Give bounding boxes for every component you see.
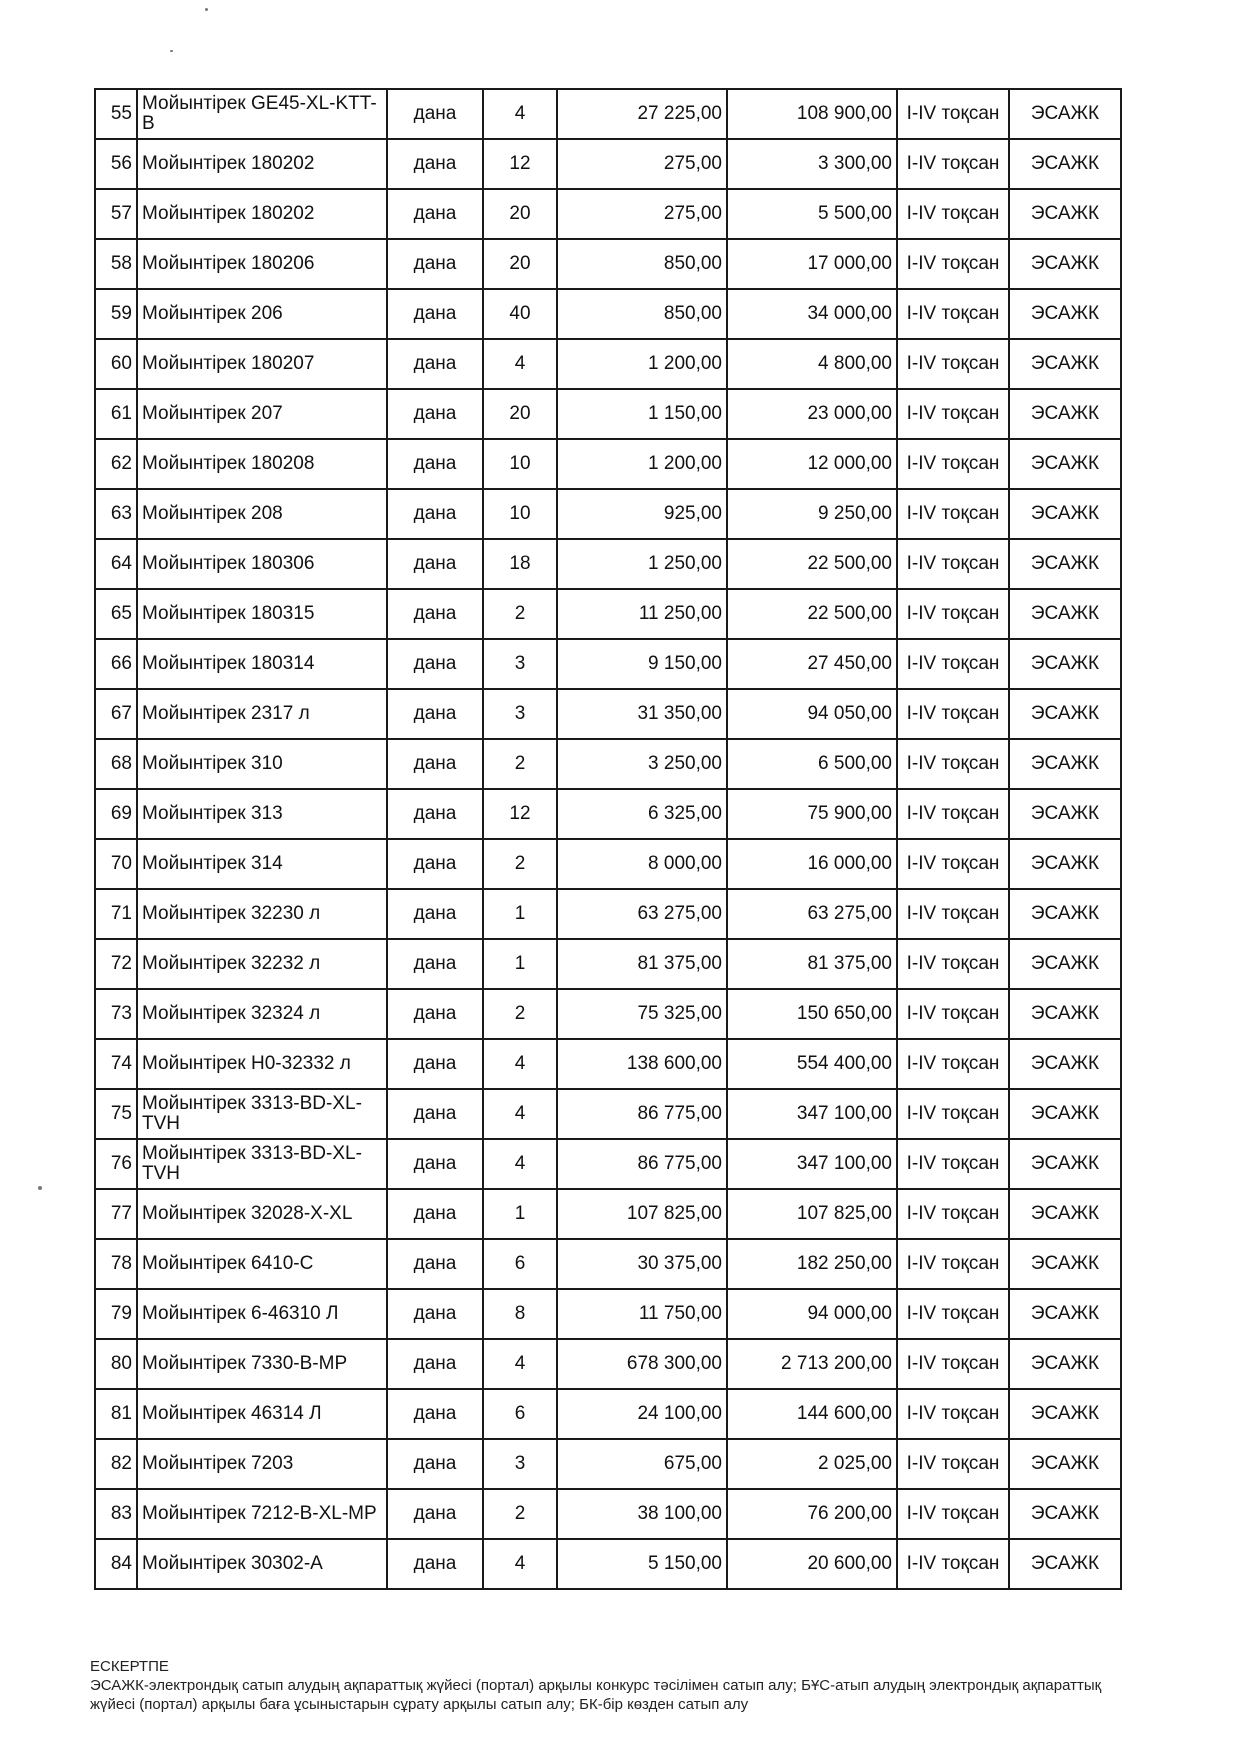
table-row <box>95 339 1121 389</box>
unit-price-cell: 275,00 <box>557 189 727 239</box>
quantity-cell: 12 <box>483 139 557 189</box>
item-name-cell: Мойынтірек GE45-XL-KTT-B <box>137 89 387 139</box>
procurement-method-cell: ЭСАЖК <box>1009 489 1121 539</box>
row-number-cell: 68 <box>95 739 137 789</box>
procurement-method-cell: ЭСАЖК <box>1009 939 1121 989</box>
item-name-cell: Мойынтірек 46314 Л <box>137 1389 387 1439</box>
scan-speck <box>205 8 208 11</box>
table-row <box>95 1139 1121 1189</box>
delivery-period-cell: I-IV тоқсан <box>897 239 1009 289</box>
unit-price-cell: 3 250,00 <box>557 739 727 789</box>
row-number-cell: 55 <box>95 89 137 139</box>
delivery-period-cell: I-IV тоқсан <box>897 939 1009 989</box>
quantity-cell: 3 <box>483 689 557 739</box>
unit-price-cell: 675,00 <box>557 1439 727 1489</box>
unit-price-cell: 86 775,00 <box>557 1139 727 1189</box>
item-name-cell: Мойынтірек Н0-32332 л <box>137 1039 387 1089</box>
item-name-cell: Мойынтірек 3313-BD-XL-TVH <box>137 1139 387 1189</box>
total-amount-cell: 3 300,00 <box>727 139 897 189</box>
procurement-method-cell: ЭСАЖК <box>1009 789 1121 839</box>
total-amount-cell: 22 500,00 <box>727 539 897 589</box>
delivery-period-cell: I-IV тоқсан <box>897 539 1009 589</box>
row-number-cell: 70 <box>95 839 137 889</box>
delivery-period-cell: I-IV тоқсан <box>897 1489 1009 1539</box>
total-amount-cell: 347 100,00 <box>727 1139 897 1189</box>
unit-price-cell: 30 375,00 <box>557 1239 727 1289</box>
row-number-cell: 83 <box>95 1489 137 1539</box>
row-number-cell: 76 <box>95 1139 137 1189</box>
procurement-method-cell: ЭСАЖК <box>1009 239 1121 289</box>
quantity-cell: 20 <box>483 239 557 289</box>
table-row <box>95 1289 1121 1339</box>
quantity-cell: 2 <box>483 739 557 789</box>
procurement-method-cell: ЭСАЖК <box>1009 189 1121 239</box>
unit-cell: дана <box>387 1189 483 1239</box>
table-row <box>95 1089 1121 1139</box>
total-amount-cell: 63 275,00 <box>727 889 897 939</box>
delivery-period-cell: I-IV тоқсан <box>897 639 1009 689</box>
total-amount-cell: 23 000,00 <box>727 389 897 439</box>
quantity-cell: 4 <box>483 1089 557 1139</box>
quantity-cell: 2 <box>483 839 557 889</box>
unit-cell: дана <box>387 139 483 189</box>
item-name-cell: Мойынтірек 314 <box>137 839 387 889</box>
unit-cell: дана <box>387 639 483 689</box>
procurement-method-cell: ЭСАЖК <box>1009 1489 1121 1539</box>
total-amount-cell: 6 500,00 <box>727 739 897 789</box>
row-number-cell: 56 <box>95 139 137 189</box>
quantity-cell: 1 <box>483 889 557 939</box>
scan-speck <box>38 1186 42 1190</box>
table-row <box>95 939 1121 989</box>
unit-price-cell: 6 325,00 <box>557 789 727 839</box>
table-body <box>95 89 1121 1589</box>
total-amount-cell: 9 250,00 <box>727 489 897 539</box>
item-name-cell: Мойынтірек 180207 <box>137 339 387 389</box>
table-row <box>95 389 1121 439</box>
unit-cell: дана <box>387 839 483 889</box>
delivery-period-cell: I-IV тоқсан <box>897 889 1009 939</box>
procurement-method-cell: ЭСАЖК <box>1009 1389 1121 1439</box>
row-number-cell: 57 <box>95 189 137 239</box>
unit-price-cell: 75 325,00 <box>557 989 727 1039</box>
row-number-cell: 61 <box>95 389 137 439</box>
delivery-period-cell: I-IV тоқсан <box>897 439 1009 489</box>
unit-cell: дана <box>387 339 483 389</box>
procurement-method-cell: ЭСАЖК <box>1009 89 1121 139</box>
unit-price-cell: 63 275,00 <box>557 889 727 939</box>
unit-cell: дана <box>387 1089 483 1139</box>
quantity-cell: 2 <box>483 1489 557 1539</box>
unit-cell: дана <box>387 1439 483 1489</box>
unit-cell: дана <box>387 539 483 589</box>
procurement-method-cell: ЭСАЖК <box>1009 539 1121 589</box>
total-amount-cell: 2 713 200,00 <box>727 1339 897 1389</box>
quantity-cell: 6 <box>483 1239 557 1289</box>
row-number-cell: 59 <box>95 289 137 339</box>
item-name-cell: Мойынтірек 206 <box>137 289 387 339</box>
quantity-cell: 18 <box>483 539 557 589</box>
delivery-period-cell: I-IV тоқсан <box>897 1189 1009 1239</box>
delivery-period-cell: I-IV тоқсан <box>897 1539 1009 1589</box>
procurement-method-cell: ЭСАЖК <box>1009 1289 1121 1339</box>
row-number-cell: 79 <box>95 1289 137 1339</box>
quantity-cell: 2 <box>483 589 557 639</box>
table-row <box>95 1389 1121 1439</box>
quantity-cell: 4 <box>483 339 557 389</box>
table-row <box>95 589 1121 639</box>
table-row <box>95 289 1121 339</box>
total-amount-cell: 81 375,00 <box>727 939 897 989</box>
quantity-cell: 8 <box>483 1289 557 1339</box>
delivery-period-cell: I-IV тоқсан <box>897 1239 1009 1289</box>
item-name-cell: Мойынтірек 30302-А <box>137 1539 387 1589</box>
unit-price-cell: 850,00 <box>557 289 727 339</box>
table-row <box>95 989 1121 1039</box>
table-row <box>95 1039 1121 1089</box>
unit-cell: дана <box>387 489 483 539</box>
row-number-cell: 65 <box>95 589 137 639</box>
delivery-period-cell: I-IV тоқсан <box>897 1289 1009 1339</box>
delivery-period-cell: I-IV тоқсан <box>897 1039 1009 1089</box>
delivery-period-cell: I-IV тоқсан <box>897 1089 1009 1139</box>
total-amount-cell: 182 250,00 <box>727 1239 897 1289</box>
unit-price-cell: 275,00 <box>557 139 727 189</box>
row-number-cell: 82 <box>95 1439 137 1489</box>
unit-price-cell: 31 350,00 <box>557 689 727 739</box>
unit-price-cell: 1 200,00 <box>557 339 727 389</box>
procurement-method-cell: ЭСАЖК <box>1009 1089 1121 1139</box>
unit-cell: дана <box>387 439 483 489</box>
table-row <box>95 489 1121 539</box>
quantity-cell: 20 <box>483 189 557 239</box>
item-name-cell: Мойынтірек 6410-С <box>137 1239 387 1289</box>
total-amount-cell: 20 600,00 <box>727 1539 897 1589</box>
procurement-method-cell: ЭСАЖК <box>1009 1139 1121 1189</box>
unit-price-cell: 1 250,00 <box>557 539 727 589</box>
item-name-cell: Мойынтірек 180306 <box>137 539 387 589</box>
quantity-cell: 4 <box>483 1139 557 1189</box>
total-amount-cell: 144 600,00 <box>727 1389 897 1439</box>
total-amount-cell: 94 000,00 <box>727 1289 897 1339</box>
total-amount-cell: 22 500,00 <box>727 589 897 639</box>
unit-cell: дана <box>387 739 483 789</box>
delivery-period-cell: I-IV тоқсан <box>897 739 1009 789</box>
unit-price-cell: 107 825,00 <box>557 1189 727 1239</box>
table-row <box>95 689 1121 739</box>
item-name-cell: Мойынтірек 180202 <box>137 139 387 189</box>
total-amount-cell: 34 000,00 <box>727 289 897 339</box>
unit-price-cell: 9 150,00 <box>557 639 727 689</box>
row-number-cell: 74 <box>95 1039 137 1089</box>
table-row <box>95 889 1121 939</box>
unit-price-cell: 11 750,00 <box>557 1289 727 1339</box>
unit-price-cell: 24 100,00 <box>557 1389 727 1439</box>
total-amount-cell: 94 050,00 <box>727 689 897 739</box>
quantity-cell: 4 <box>483 89 557 139</box>
unit-price-cell: 5 150,00 <box>557 1539 727 1589</box>
table-row <box>95 1339 1121 1389</box>
item-name-cell: Мойынтірек 207 <box>137 389 387 439</box>
unit-price-cell: 138 600,00 <box>557 1039 727 1089</box>
row-number-cell: 58 <box>95 239 137 289</box>
item-name-cell: Мойынтірек 180206 <box>137 239 387 289</box>
delivery-period-cell: I-IV тоқсан <box>897 989 1009 1039</box>
total-amount-cell: 107 825,00 <box>727 1189 897 1239</box>
procurement-method-cell: ЭСАЖК <box>1009 139 1121 189</box>
row-number-cell: 67 <box>95 689 137 739</box>
item-name-cell: Мойынтірек 2317 л <box>137 689 387 739</box>
item-name-cell: Мойынтірек 6-46310 Л <box>137 1289 387 1339</box>
unit-price-cell: 1 150,00 <box>557 389 727 439</box>
delivery-period-cell: I-IV тоқсан <box>897 289 1009 339</box>
delivery-period-cell: I-IV тоқсан <box>897 389 1009 439</box>
table-row <box>95 1539 1121 1589</box>
total-amount-cell: 75 900,00 <box>727 789 897 839</box>
unit-price-cell: 850,00 <box>557 239 727 289</box>
item-name-cell: Мойынтірек 208 <box>137 489 387 539</box>
unit-cell: дана <box>387 1239 483 1289</box>
procurement-method-cell: ЭСАЖК <box>1009 689 1121 739</box>
quantity-cell: 1 <box>483 1189 557 1239</box>
row-number-cell: 60 <box>95 339 137 389</box>
item-name-cell: Мойынтірек 310 <box>137 739 387 789</box>
unit-cell: дана <box>387 939 483 989</box>
quantity-cell: 1 <box>483 939 557 989</box>
table-row <box>95 1189 1121 1239</box>
delivery-period-cell: I-IV тоқсан <box>897 839 1009 889</box>
total-amount-cell: 150 650,00 <box>727 989 897 1039</box>
unit-cell: дана <box>387 389 483 439</box>
total-amount-cell: 27 450,00 <box>727 639 897 689</box>
procurement-table <box>94 88 1122 1590</box>
procurement-method-cell: ЭСАЖК <box>1009 889 1121 939</box>
total-amount-cell: 12 000,00 <box>727 439 897 489</box>
item-name-cell: Мойынтірек 313 <box>137 789 387 839</box>
unit-price-cell: 925,00 <box>557 489 727 539</box>
total-amount-cell: 76 200,00 <box>727 1489 897 1539</box>
unit-cell: дана <box>387 989 483 1039</box>
delivery-period-cell: I-IV тоқсан <box>897 189 1009 239</box>
item-name-cell: Мойынтірек 7212-В-XL-МР <box>137 1489 387 1539</box>
procurement-method-cell: ЭСАЖК <box>1009 1039 1121 1089</box>
delivery-period-cell: I-IV тоқсан <box>897 1139 1009 1189</box>
quantity-cell: 3 <box>483 639 557 689</box>
quantity-cell: 40 <box>483 289 557 339</box>
unit-cell: дана <box>387 289 483 339</box>
unit-cell: дана <box>387 1139 483 1189</box>
item-name-cell: Мойынтірек 3313-BD-XL-TVH <box>137 1089 387 1139</box>
procurement-method-cell: ЭСАЖК <box>1009 639 1121 689</box>
quantity-cell: 12 <box>483 789 557 839</box>
delivery-period-cell: I-IV тоқсан <box>897 589 1009 639</box>
unit-price-cell: 678 300,00 <box>557 1339 727 1389</box>
delivery-period-cell: I-IV тоқсан <box>897 489 1009 539</box>
unit-price-cell: 27 225,00 <box>557 89 727 139</box>
item-name-cell: Мойынтірек 32028-X-XL <box>137 1189 387 1239</box>
table-row <box>95 839 1121 889</box>
total-amount-cell: 5 500,00 <box>727 189 897 239</box>
item-name-cell: Мойынтірек 32232 л <box>137 939 387 989</box>
item-name-cell: Мойынтірек 180208 <box>137 439 387 489</box>
procurement-method-cell: ЭСАЖК <box>1009 589 1121 639</box>
table-row <box>95 189 1121 239</box>
footnote-title: ЕСКЕРТПЕ <box>90 1658 169 1675</box>
delivery-period-cell: I-IV тоқсан <box>897 689 1009 739</box>
item-name-cell: Мойынтірек 32324 л <box>137 989 387 1039</box>
procurement-method-cell: ЭСАЖК <box>1009 1339 1121 1389</box>
row-number-cell: 84 <box>95 1539 137 1589</box>
row-number-cell: 75 <box>95 1089 137 1139</box>
procurement-method-cell: ЭСАЖК <box>1009 339 1121 389</box>
row-number-cell: 80 <box>95 1339 137 1389</box>
unit-cell: дана <box>387 1539 483 1589</box>
quantity-cell: 2 <box>483 989 557 1039</box>
table-row <box>95 89 1121 139</box>
table-row <box>95 1489 1121 1539</box>
unit-cell: дана <box>387 1339 483 1389</box>
row-number-cell: 66 <box>95 639 137 689</box>
unit-cell: дана <box>387 1039 483 1089</box>
scan-speck <box>170 50 173 52</box>
item-name-cell: Мойынтірек 180314 <box>137 639 387 689</box>
row-number-cell: 78 <box>95 1239 137 1289</box>
row-number-cell: 71 <box>95 889 137 939</box>
procurement-method-cell: ЭСАЖК <box>1009 1189 1121 1239</box>
unit-cell: дана <box>387 239 483 289</box>
footnote-text: ЭСАЖК-электрондық сатып алудың ақпараттық жүйесі (портал) арқылы конкурс тәсілімен сатып алу; БҰС-атып алудың электрондық ақпараттық жүйесі (портал) арқылы баға ұсыныстарын сұрату арқылы сатып алу; БК-бір көзден сатып алу <box>90 1677 1102 1713</box>
unit-cell: дана <box>387 889 483 939</box>
delivery-period-cell: I-IV тоқсан <box>897 89 1009 139</box>
delivery-period-cell: I-IV тоқсан <box>897 1339 1009 1389</box>
unit-cell: дана <box>387 89 483 139</box>
table-row <box>95 439 1121 489</box>
quantity-cell: 10 <box>483 489 557 539</box>
delivery-period-cell: I-IV тоқсан <box>897 1389 1009 1439</box>
quantity-cell: 4 <box>483 1039 557 1089</box>
unit-price-cell: 1 200,00 <box>557 439 727 489</box>
quantity-cell: 20 <box>483 389 557 439</box>
total-amount-cell: 108 900,00 <box>727 89 897 139</box>
unit-price-cell: 86 775,00 <box>557 1089 727 1139</box>
total-amount-cell: 554 400,00 <box>727 1039 897 1089</box>
unit-price-cell: 11 250,00 <box>557 589 727 639</box>
quantity-cell: 6 <box>483 1389 557 1439</box>
delivery-period-cell: I-IV тоқсан <box>897 1439 1009 1489</box>
row-number-cell: 72 <box>95 939 137 989</box>
procurement-method-cell: ЭСАЖК <box>1009 1439 1121 1489</box>
quantity-cell: 4 <box>483 1339 557 1389</box>
unit-cell: дана <box>387 1289 483 1339</box>
total-amount-cell: 4 800,00 <box>727 339 897 389</box>
unit-cell: дана <box>387 189 483 239</box>
row-number-cell: 81 <box>95 1389 137 1439</box>
table-row <box>95 139 1121 189</box>
unit-price-cell: 81 375,00 <box>557 939 727 989</box>
total-amount-cell: 2 025,00 <box>727 1439 897 1489</box>
item-name-cell: Мойынтірек 7330-В-МР <box>137 1339 387 1389</box>
row-number-cell: 77 <box>95 1189 137 1239</box>
unit-cell: дана <box>387 689 483 739</box>
procurement-method-cell: ЭСАЖК <box>1009 839 1121 889</box>
unit-price-cell: 8 000,00 <box>557 839 727 889</box>
row-number-cell: 63 <box>95 489 137 539</box>
unit-cell: дана <box>387 1489 483 1539</box>
procurement-method-cell: ЭСАЖК <box>1009 439 1121 489</box>
row-number-cell: 62 <box>95 439 137 489</box>
table-row <box>95 539 1121 589</box>
table-row <box>95 1439 1121 1489</box>
unit-cell: дана <box>387 589 483 639</box>
procurement-method-cell: ЭСАЖК <box>1009 739 1121 789</box>
unit-cell: дана <box>387 1389 483 1439</box>
procurement-method-cell: ЭСАЖК <box>1009 1239 1121 1289</box>
total-amount-cell: 16 000,00 <box>727 839 897 889</box>
delivery-period-cell: I-IV тоқсан <box>897 789 1009 839</box>
procurement-method-cell: ЭСАЖК <box>1009 389 1121 439</box>
row-number-cell: 64 <box>95 539 137 589</box>
procurement-method-cell: ЭСАЖК <box>1009 1539 1121 1589</box>
delivery-period-cell: I-IV тоқсан <box>897 339 1009 389</box>
procurement-method-cell: ЭСАЖК <box>1009 989 1121 1039</box>
table-row <box>95 1239 1121 1289</box>
row-number-cell: 69 <box>95 789 137 839</box>
unit-cell: дана <box>387 789 483 839</box>
item-name-cell: Мойынтірек 7203 <box>137 1439 387 1489</box>
quantity-cell: 3 <box>483 1439 557 1489</box>
item-name-cell: Мойынтірек 32230 л <box>137 889 387 939</box>
quantity-cell: 10 <box>483 439 557 489</box>
total-amount-cell: 347 100,00 <box>727 1089 897 1139</box>
delivery-period-cell: I-IV тоқсан <box>897 139 1009 189</box>
item-name-cell: Мойынтірек 180315 <box>137 589 387 639</box>
procurement-method-cell: ЭСАЖК <box>1009 289 1121 339</box>
row-number-cell: 73 <box>95 989 137 1039</box>
table-row <box>95 239 1121 289</box>
table-row <box>95 739 1121 789</box>
total-amount-cell: 17 000,00 <box>727 239 897 289</box>
footnote <box>90 1657 1130 1714</box>
table-row <box>95 639 1121 689</box>
unit-price-cell: 38 100,00 <box>557 1489 727 1539</box>
item-name-cell: Мойынтірек 180202 <box>137 189 387 239</box>
table-row <box>95 789 1121 839</box>
quantity-cell: 4 <box>483 1539 557 1589</box>
